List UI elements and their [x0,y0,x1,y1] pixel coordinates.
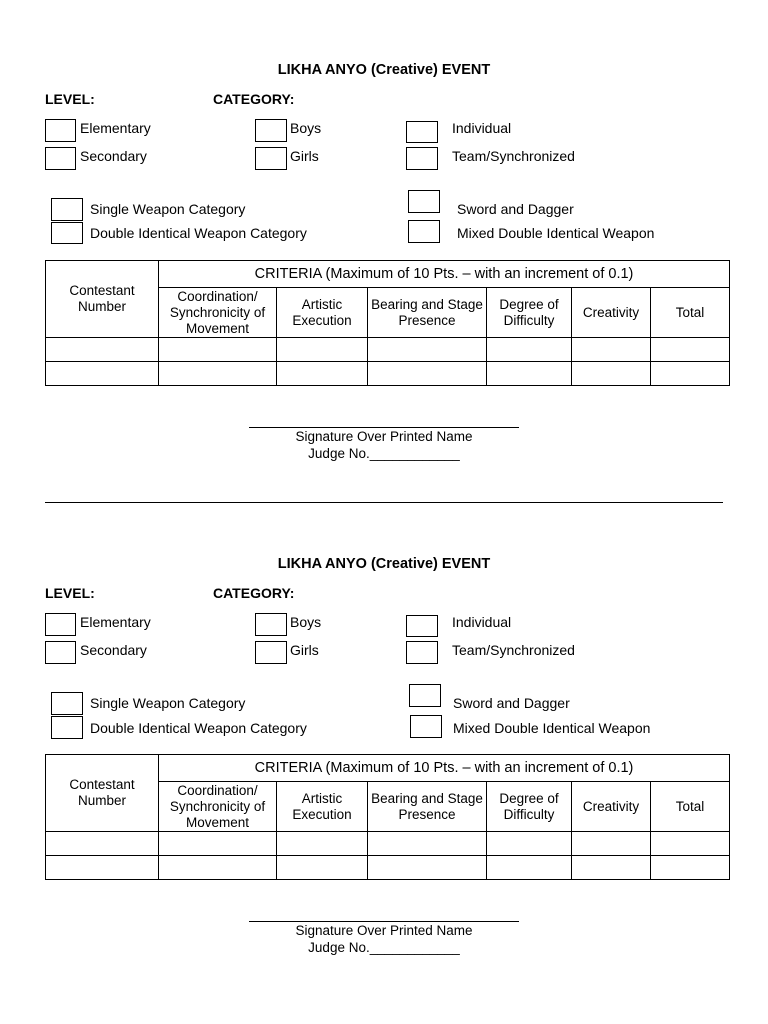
col-total: Total [651,288,730,338]
team-synchronized-label: Team/Synchronized [452,642,575,658]
checkbox-individual[interactable] [406,615,438,637]
table-cell[interactable] [487,832,572,856]
checkbox-sword-and-dagger[interactable] [409,684,441,707]
table-cell[interactable] [572,856,651,880]
table-cell[interactable] [572,338,651,362]
single-weapon-label: Single Weapon Category [90,695,246,711]
boys-label: Boys [290,614,322,630]
mixed-double-weapon-label: Mixed Double Identical Weapon [457,225,655,241]
checkbox-secondary[interactable] [45,147,76,170]
scoresheet-bottom [0,494,768,955]
table-cell[interactable] [651,856,730,880]
checkbox-girls[interactable] [255,641,287,664]
checkbox-single-weapon[interactable] [51,692,83,715]
sword-and-dagger-label: Sword and Dagger [457,201,574,217]
checkbox-mixed-double-weapon[interactable] [408,220,440,243]
double-identical-weapon-label: Double Identical Weapon Category [90,720,307,736]
elementary-label: Elementary [80,120,151,136]
criteria-header: CRITERIA (Maximum of 10 Pts. – with an increment of 0.1) [159,755,730,782]
table-cell[interactable] [651,362,730,386]
table-cell[interactable] [159,362,277,386]
girls-label: Girls [290,642,319,658]
sword-and-dagger-label: Sword and Dagger [453,695,570,711]
table-cell[interactable] [487,856,572,880]
col-degree-of-difficulty: Degree of Difficulty [487,288,572,338]
checkbox-single-weapon[interactable] [51,198,83,221]
table-cell[interactable] [368,362,487,386]
signature-label: Signature Over Printed Name [295,429,473,444]
col-total: Total [651,782,730,832]
table-cell[interactable] [46,338,159,362]
table-cell[interactable] [46,832,159,856]
individual-label: Individual [452,614,512,630]
table-cell[interactable] [159,338,277,362]
contestant-number-header: Contestant Number [46,261,159,338]
form-title: LIKHA ANYO (Creative) EVENT [277,556,491,572]
col-artistic-execution: Artistic Execution [277,782,368,832]
checkbox-girls[interactable] [255,147,287,170]
secondary-label: Secondary [80,642,147,658]
table-cell[interactable] [159,856,277,880]
criteria-header: CRITERIA (Maximum of 10 Pts. – with an increment of 0.1) [159,261,730,288]
level-label: LEVEL: [45,585,95,601]
table-cell[interactable] [572,832,651,856]
checkbox-elementary[interactable] [45,119,76,142]
contestant-number-header: Contestant Number [46,755,159,832]
table-row [46,832,730,856]
checkbox-elementary[interactable] [45,613,76,636]
checkbox-team-synchronized[interactable] [406,641,438,664]
col-coordination: Coordination/ Synchronicity of Movement [159,288,277,338]
criteria-table [45,260,730,386]
table-cell[interactable] [46,856,159,880]
checkbox-mixed-double-weapon[interactable] [410,715,442,738]
table-cell[interactable] [277,338,368,362]
signature-label: Signature Over Printed Name [295,923,473,938]
col-artistic-execution: Artistic Execution [277,288,368,338]
col-coordination: Coordination/ Synchronicity of Movement [159,782,277,832]
table-cell[interactable] [572,362,651,386]
checkbox-double-identical-weapon[interactable] [51,716,83,739]
boys-label: Boys [290,120,322,136]
col-degree-of-difficulty: Degree of Difficulty [487,782,572,832]
table-cell[interactable] [368,856,487,880]
form-title: LIKHA ANYO (Creative) EVENT [277,62,491,78]
table-cell[interactable] [277,856,368,880]
table-row [46,362,730,386]
category-label: CATEGORY: [213,91,295,107]
judge-number-label: Judge No.____________ [308,446,460,461]
checkbox-boys[interactable] [255,119,287,142]
col-bearing-stage-presence: Bearing and Stage Presence [368,782,487,832]
checkbox-individual[interactable] [406,121,438,143]
girls-label: Girls [290,148,319,164]
scoresheet-top [0,0,768,461]
table-cell[interactable] [368,832,487,856]
table-cell[interactable] [277,362,368,386]
table-cell[interactable] [46,362,159,386]
double-identical-weapon-label: Double Identical Weapon Category [90,225,307,241]
criteria-table [45,754,730,880]
table-row [46,856,730,880]
category-label: CATEGORY: [213,585,295,601]
judge-number-label: Judge No.____________ [308,940,460,955]
table-cell[interactable] [487,338,572,362]
team-synchronized-label: Team/Synchronized [452,148,575,164]
signature-line[interactable] [249,427,519,428]
col-bearing-stage-presence: Bearing and Stage Presence [368,288,487,338]
elementary-label: Elementary [80,614,151,630]
col-creativity: Creativity [572,782,651,832]
checkbox-secondary[interactable] [45,641,76,664]
table-cell[interactable] [277,832,368,856]
table-row [46,338,730,362]
signature-line[interactable] [249,921,519,922]
col-creativity: Creativity [572,288,651,338]
level-label: LEVEL: [45,91,95,107]
table-cell[interactable] [368,338,487,362]
mixed-double-weapon-label: Mixed Double Identical Weapon [453,720,651,736]
checkbox-boys[interactable] [255,613,287,636]
table-cell[interactable] [651,832,730,856]
secondary-label: Secondary [80,148,147,164]
single-weapon-label: Single Weapon Category [90,201,246,217]
checkbox-sword-and-dagger[interactable] [408,190,440,213]
checkbox-team-synchronized[interactable] [406,147,438,170]
individual-label: Individual [452,120,512,136]
table-cell[interactable] [651,338,730,362]
checkbox-double-identical-weapon[interactable] [51,222,83,244]
table-cell[interactable] [487,362,572,386]
table-cell[interactable] [159,832,277,856]
